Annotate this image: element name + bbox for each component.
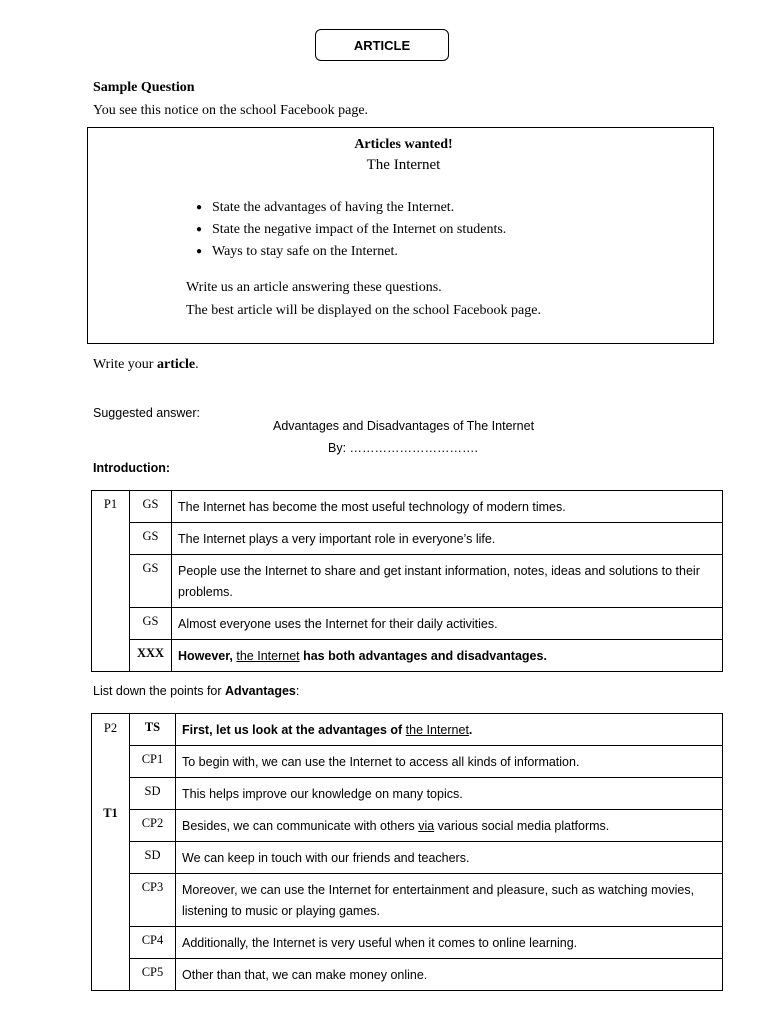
sentence-code: CP5: [130, 959, 176, 991]
article-byline: By: ………………………….: [328, 441, 479, 455]
list-item: ● Ways to stay safe on the Internet.: [196, 244, 398, 259]
sentence-text: We can keep in touch with our friends and teachers.: [176, 842, 723, 874]
advantages-instruction: List down the points for Advantages:: [93, 684, 300, 698]
sentence-text: Moreover, we can use the Internet for entertainment and pleasure, such as watching movies, listening to music or playing games.: [176, 874, 723, 927]
table-row: [92, 959, 723, 991]
bullet-icon: ●: [196, 202, 203, 213]
bullet-icon: ●: [196, 224, 203, 235]
introduction-table: [91, 490, 723, 672]
document-title: ARTICLE: [315, 29, 449, 61]
notice-title: Articles wanted!: [354, 137, 453, 152]
sentence-text: This helps improve our knowledge on many topics.: [176, 778, 723, 810]
table-row: [92, 491, 723, 523]
sentence-text: First, let us look at the advantages of the Internet.: [176, 714, 723, 746]
sentence-text: However, the Internet has both advantages and disadvantages.: [172, 640, 723, 672]
sentence-text: Almost everyone uses the Internet for their daily activities.: [172, 608, 723, 640]
sentence-text: Other than that, we can make money online.: [176, 959, 723, 991]
article-title: Advantages and Disadvantages of The Internet: [273, 419, 535, 433]
sentence-code: CP1: [130, 746, 176, 778]
question-intro: You see this notice on the school Facebook page.: [93, 103, 369, 118]
sentence-code: GS: [130, 555, 172, 608]
bullet-icon: ●: [196, 246, 203, 257]
introduction-heading: Introduction:: [93, 461, 171, 475]
sentence-text: To begin with, we can use the Internet to access all kinds of information.: [176, 746, 723, 778]
topic-group-label: T1: [103, 806, 118, 820]
notice-subtitle: The Internet: [366, 157, 441, 173]
sentence-text: People use the Internet to share and get instant information, notes, ideas and solutions to their problems.: [172, 555, 723, 608]
sentence-text: Additionally, the Internet is very useful when it comes to online learning.: [176, 927, 723, 959]
sentence-code: CP2: [130, 810, 176, 842]
table-row: [92, 714, 723, 746]
sample-question-heading: Sample Question: [93, 80, 195, 95]
notice-box: [87, 127, 714, 344]
paragraph-group-cell: [92, 714, 130, 991]
suggested-answer-label: Suggested answer:: [93, 406, 201, 420]
table-row: [92, 555, 723, 608]
sentence-code: CP4: [130, 927, 176, 959]
table-row: [92, 746, 723, 778]
table-row: [92, 608, 723, 640]
table-row: [92, 842, 723, 874]
sentence-text: Besides, we can communicate with others via various social media platforms.: [176, 810, 723, 842]
list-item: ● State the negative impact of the Internet on students.: [196, 222, 507, 237]
sentence-code: SD: [130, 842, 176, 874]
sentence-code: TS: [130, 714, 176, 746]
sentence-text: The Internet plays a very important role in everyone’s life.: [172, 523, 723, 555]
sentence-code: CP3: [130, 874, 176, 927]
notice-display-note: The best article will be displayed on the school Facebook page.: [186, 303, 541, 318]
sentence-code: GS: [130, 491, 172, 523]
table-row: [92, 927, 723, 959]
sentence-code: GS: [130, 608, 172, 640]
sentence-code: GS: [130, 523, 172, 555]
sentence-code: SD: [130, 778, 176, 810]
paragraph-label: P2: [103, 721, 118, 735]
sentence-text: The Internet has become the most useful technology of modern times.: [172, 491, 723, 523]
list-item: ● State the advantages of having the Internet.: [196, 200, 455, 215]
table-row: [92, 640, 723, 672]
table-row: [92, 874, 723, 927]
table-row: [92, 778, 723, 810]
advantages-table: [91, 713, 723, 991]
table-row: [92, 810, 723, 842]
notice-instruction: Write us an article answering these questions.: [186, 280, 442, 295]
sentence-code: XXX: [130, 640, 172, 672]
paragraph-label: P1: [92, 491, 130, 672]
table-row: [92, 523, 723, 555]
task-instruction: Write your article.: [93, 357, 199, 372]
